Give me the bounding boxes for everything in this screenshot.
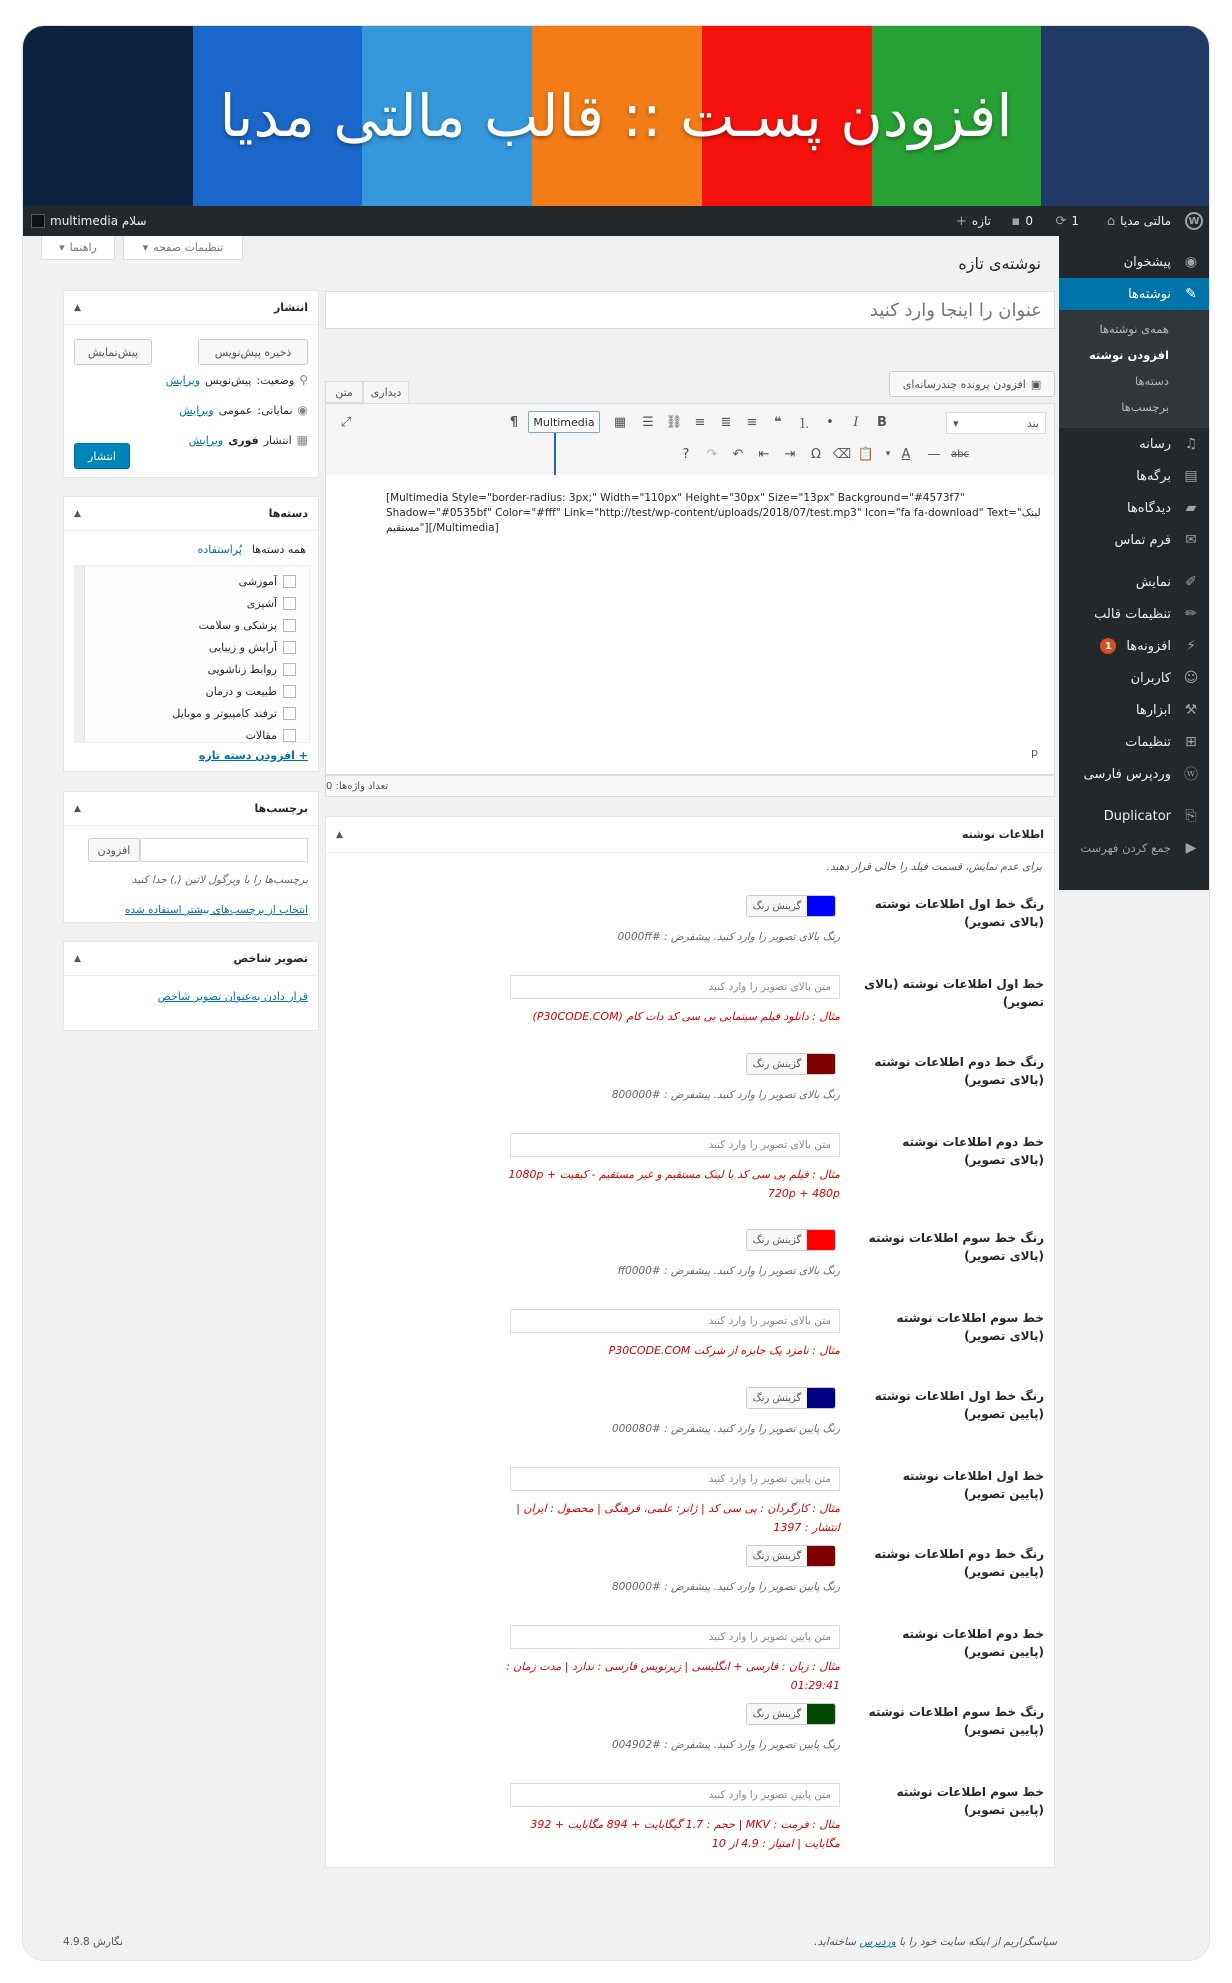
field-label: خط سوم اطلاعات نوشته (بالای تصویر) [896,1311,1044,1343]
post-title-input[interactable]: عنوان را اینجا وارد کنید [325,291,1055,329]
schedule-value: فوری [228,433,259,447]
outdent-icon[interactable]: ⇤ [758,446,770,462]
pages-icon: ▤ [1184,468,1198,484]
menu-label: تنظیمات [1125,734,1171,750]
field-text-input[interactable]: متن بالای تصویر را وارد کنید [510,1309,840,1333]
menu-theme-settings[interactable] [1059,598,1209,630]
menu-settings[interactable] [1059,726,1209,758]
rtl-paragraph-icon[interactable]: ¶ [509,414,519,430]
help-label: راهنما [69,241,97,254]
pin-icon: ⚲ [299,373,308,387]
field-example: مثال : کارگردان : پی سی کد | ژانر: علمی، فرهنگی | محصول : ایران | انتشار : 1397 [516,1502,840,1534]
field-example: مثال : زبان : فارسی + انگلیسی | زیرنویس فارسی : ندارد | مدت زمان : 01:29:41 [505,1660,840,1692]
field-label: رنگ خط سوم اطلاعات نوشته (پایین تصویر) [868,1705,1044,1737]
categories-box [63,496,319,772]
category-checkbox[interactable] [283,641,296,654]
new-label: تازه [971,214,991,228]
schedule-label: انتشار [263,433,292,447]
fullscreen-icon[interactable]: ⤢ [340,414,352,430]
color-picker-label: گزینش رنگ [752,900,802,912]
submenu-tags[interactable]: برچسب‌ها [1121,400,1169,414]
category-checkbox[interactable] [283,619,296,632]
menu-duplicator[interactable] [1059,800,1209,832]
visibility-label: نمایانی: [257,403,293,417]
format-value: بند [1026,416,1039,430]
menu-label: تنظیمات قالب [1094,606,1171,622]
menu-label: وردپرس فارسی [1083,766,1171,782]
menu-label: جمع کردن فهرست [1080,841,1171,855]
strikethrough-icon[interactable]: abc [951,448,969,460]
bullet-list-icon[interactable]: • [826,414,834,430]
category-checkbox[interactable] [283,685,296,698]
color-swatch [807,1230,835,1250]
menu-label: برگه‌ها [1136,468,1171,484]
screen-options-label: تنظیمات صفحه [153,241,224,254]
field-description: رنگ بالای تصویر را وارد کنید. پیشفرض : #ff0000 [617,1265,840,1277]
plugin-icon: ⚡ [1186,638,1196,654]
paste-text-icon[interactable]: 📋 [857,446,875,462]
menu-posts[interactable] [1059,278,1209,310]
color-swatch [807,896,835,916]
wordpress-icon: W [1185,212,1203,230]
editor-status-bar [325,775,1055,797]
categories-box-header[interactable] [64,497,318,531]
wordpress-link[interactable]: وردپرس [859,1936,896,1948]
avatar [31,214,45,228]
field-label: رنگ خط دوم اطلاعات نوشته (بالای تصویر) [874,1055,1044,1087]
post-info-metabox [325,816,1055,1868]
category-item[interactable] [207,663,296,676]
category-checkbox[interactable] [283,575,296,588]
visibility-row [179,403,308,417]
admin-menu [1059,236,1209,890]
tag-input[interactable] [140,838,308,862]
collapse-arrow-icon[interactable]: ▲ [74,508,81,519]
edit-status-link[interactable]: ویرایش [165,373,201,387]
color-picker-label: گزینش رنگ [752,1550,802,1562]
category-label: طبیعت و درمان [205,685,277,698]
site-name: مالتی مدیا [1120,214,1171,228]
comments-menu[interactable] [1012,206,1033,236]
menu-label: ابزارها [1135,702,1171,718]
category-checkbox[interactable] [283,707,296,720]
category-label: مقالات [245,729,277,742]
multimedia-shortcode-button[interactable]: Multimedia [528,411,600,433]
footer-version: نگارش 4.9.8 [63,1936,123,1948]
align-right-icon[interactable]: ≡ [694,414,706,430]
collapse-icon: ▶ [1185,840,1197,856]
field-text-input[interactable]: متن پایین تصویر را وارد کنید [510,1467,840,1491]
category-checkbox[interactable] [283,663,296,676]
comments-count: 0 [1025,214,1033,228]
field-label: رنگ خط اول اطلاعات نوشته (پایین تصویر) [874,1389,1044,1421]
schedule-row [189,433,308,447]
status-row [166,373,308,387]
chevron-down-icon[interactable]: ▾ [885,449,891,459]
color-picker-button[interactable] [746,895,836,917]
status-value: پیش‌نویس [205,373,252,387]
field-example: مثال : دانلود فیلم سینمایی بی سی کد دات کام (P30CODE.COM) [532,1010,840,1023]
field-description: رنگ بالای تصویر را وارد کنید. پیشفرض : #0000ff [617,931,840,943]
publish-box [63,290,319,478]
category-label: آموزشی [238,575,277,588]
toolbar-toggle-icon[interactable]: ▦ [613,414,627,430]
color-picker-button[interactable] [746,1229,836,1251]
account-menu[interactable] [31,206,147,236]
menu-appearance[interactable] [1059,566,1209,598]
color-swatch [807,1704,835,1724]
scrollbar[interactable] [75,566,85,742]
chevron-down-icon: ▾ [953,416,959,430]
screenshot-frame [22,25,1210,1961]
publish-button[interactable]: انتشار [74,443,130,469]
tags-hint: برچسب‌ها را با ویرگول لاتین (,) جدا کنید [131,874,308,886]
category-checkbox[interactable] [283,729,296,742]
category-label: آشپزی [246,597,277,610]
banner-title: افزودن پسـت :: قالب مالتی مدیا [219,82,1013,150]
menu-dashboard[interactable] [1059,246,1209,278]
text-color-icon[interactable]: A [901,446,911,462]
clear-formatting-icon[interactable]: ⌫ [832,446,852,462]
collapse-arrow-icon[interactable]: ▲ [74,953,81,964]
updates-count: 1 [1071,214,1079,228]
duplicator-icon: ⎘ [1185,808,1197,824]
indent-icon[interactable]: ⇥ [784,446,796,462]
category-label: ترفند کامپیوتر و موبایل [172,707,277,720]
chevron-down-icon: ▾ [142,241,149,254]
field-label: رنگ خط اول اطلاعات نوشته (بالای تصویر) [874,897,1044,929]
plugins-update-badge: 1 [1100,638,1116,654]
tab-visual[interactable]: دیداری [363,381,409,403]
color-picker-button[interactable] [746,1545,836,1567]
tab-all-categories[interactable]: همه دسته‌ها [251,543,306,556]
menu-tools[interactable] [1059,694,1209,726]
menu-pages[interactable] [1059,460,1209,492]
publish-title: انتشار [273,301,308,314]
category-item[interactable] [247,597,296,610]
site-name-menu[interactable] [1107,206,1171,236]
status-label: وضعیت: [256,373,295,387]
menu-label: Duplicator [1103,808,1171,824]
submenu-add-new[interactable]: افزودن نوشته [1088,348,1169,362]
field-example: مثال : فرمت : MKV | حجم : 1.7 گیگابایت + 894 مگابایت + 392 مگابایت | امتیاز : 4.9 از 10 [530,1818,840,1850]
menu-label: پیشخوان [1123,254,1171,270]
numbered-list-icon[interactable]: ⒈ [797,416,811,432]
field-text-input[interactable]: متن بالای تصویر را وارد کنید [510,1133,840,1157]
field-label: خط اول اطلاعات نوشته (بالای تصویر) [864,977,1044,1009]
page-title: نوشته‌ی تازه [958,254,1041,273]
posts-submenu [1059,310,1209,428]
element-path: p [1031,746,1038,759]
tags-box [63,791,319,923]
field-text-input[interactable]: متن پایین تصویر را وارد کنید [510,1625,840,1649]
menu-wp-farsi[interactable] [1059,758,1209,790]
blockquote-icon[interactable]: ❝ [774,414,782,430]
color-swatch [807,1388,835,1408]
screen-options-button[interactable] [123,236,243,260]
wordpress-icon: ⓦ [1184,767,1198,783]
pencil-icon: ✏ [1185,606,1197,622]
editor-toolbar [325,403,1055,475]
field-text-input[interactable]: متن پایین تصویر را وارد کنید [510,1783,840,1807]
color-picker-button[interactable] [746,1703,836,1725]
menu-label: کاربران [1130,670,1171,686]
comments-icon: ▰ [1185,500,1197,516]
align-left-icon[interactable]: ≡ [746,414,758,430]
collapse-menu[interactable] [1059,832,1209,864]
post-info-note: برای عدم نمایش، قسمت فیلد را خالی قرار دهید. [826,861,1042,873]
help-button[interactable] [41,236,115,260]
collapse-arrow-icon[interactable]: ▲ [74,302,81,313]
tags-box-header[interactable] [64,792,318,826]
color-picker-label: گزینش رنگ [752,1058,802,1070]
pin-icon: ✎ [1185,286,1197,302]
category-item[interactable] [246,729,296,742]
visibility-value: عمومی [218,403,253,417]
field-text-input[interactable]: متن بالای تصویر را وارد کنید [510,975,840,999]
special-character-icon[interactable]: Ω [811,446,821,462]
menu-label: افزونه‌ها [1126,638,1171,654]
color-swatch [807,1546,835,1566]
help-icon[interactable]: ? [682,446,690,462]
add-tag-button[interactable]: افزودن [88,838,140,862]
menu-media[interactable] [1059,428,1209,460]
new-content-menu[interactable] [956,206,991,236]
field-description: رنگ پایین تصویر را وارد کنید. پیشفرض : #000080 [611,1423,840,1435]
collapse-arrow-icon[interactable]: ▲ [336,829,343,840]
plus-icon: + [956,213,967,229]
color-picker-label: گزینش رنگ [752,1392,802,1404]
media-icon: ▣ [1030,377,1042,391]
featured-image-header[interactable] [64,942,318,976]
color-picker-label: گزینش رنگ [752,1708,802,1720]
field-description: رنگ پایین تصویر را وارد کنید. پیشفرض : #800000 [611,1581,840,1593]
wp-logo-menu[interactable] [1185,206,1203,236]
submenu-all-posts[interactable]: همه‌ی نوشته‌ها [1099,322,1169,336]
category-item[interactable] [239,575,296,588]
editor-content-area[interactable] [325,475,1055,775]
featured-image-box [63,941,319,1031]
category-checkbox[interactable] [283,597,296,610]
settings-icon: ⊞ [1185,734,1197,750]
field-label: رنگ خط سوم اطلاعات نوشته (بالای تصویر) [868,1231,1044,1263]
footer-thanks-text: سپاسگزاریم از اینکه سایت خود را با [899,1936,1057,1948]
brush-icon: ✐ [1185,574,1197,590]
tab-most-used[interactable]: پُراستفاده [197,543,242,556]
category-item[interactable] [172,707,296,720]
footer-thanks-end: ساخته‌اید. [814,1936,857,1948]
collapse-arrow-icon[interactable]: ▲ [74,803,81,814]
dashboard-icon: ◉ [1184,254,1198,270]
field-label: خط دوم اطلاعات نوشته (پایین تصویر) [902,1627,1044,1659]
category-label: آرایش و زیبایی [208,641,277,654]
user-icon: ☺ [1183,670,1199,686]
field-example: مثال : نامزد یک جایزه از شرکت P30CODE.COM [608,1344,840,1357]
format-select[interactable] [946,412,1046,434]
align-center-icon[interactable]: ≣ [720,414,732,430]
post-info-header[interactable] [326,817,1054,853]
read-more-icon[interactable]: ☰ [642,414,654,430]
preview-button[interactable]: پیش‌نمایش [74,339,152,365]
save-draft-button[interactable]: ذخیره پیش‌نویس [198,339,308,365]
field-description: رنگ بالای تصویر را وارد کنید. پیشفرض : #800000 [611,1089,840,1101]
featured-image-title: تصویر شاخص [233,952,308,965]
menu-label: فرم تماس [1114,532,1171,548]
menu-label: نمایش [1135,574,1171,590]
field-label: خط دوم اطلاعات نوشته (بالای تصویر) [902,1135,1044,1167]
italic-icon[interactable]: I [853,414,859,430]
home-icon: ⌂ [1106,213,1116,229]
color-picker-button[interactable] [746,1387,836,1409]
choose-tags-link[interactable]: انتخاب از برچسب‌های بیشتر استفاده شده [124,904,308,916]
add-media-label: افزودن پرونده چندرسانه‌ای [902,377,1026,391]
tab-text[interactable]: متن [325,381,363,403]
menu-label: دیدگاه‌ها [1126,500,1171,516]
media-icon: ♫ [1184,436,1198,452]
admin-bar [23,206,1210,236]
edit-schedule-link[interactable]: ویرایش [188,433,224,447]
mail-icon: ✉ [1185,532,1197,548]
chevron-down-icon: ▾ [59,241,65,254]
edit-visibility-link[interactable]: ویرایش [179,403,214,417]
category-tabs [198,543,306,556]
field-label: خط سوم اطلاعات نوشته (پایین تصویر) [896,1785,1044,1817]
comment-icon: ▪ [1011,213,1021,229]
redo-icon[interactable]: ↷ [706,446,718,462]
category-label: پزشکی و سلامت [198,619,277,632]
field-label: خط اول اطلاعات نوشته (پایین تصویر) [902,1469,1044,1501]
categories-title: دسته‌ها [268,507,308,520]
field-example: مثال : فیلم پی سی کد با لینک مستقیم و غیر مستقیم - کیفیت 1080p + 720p + 480p [508,1168,840,1200]
submenu-categories[interactable]: دسته‌ها [1135,374,1169,388]
set-featured-image-link[interactable]: قرار دادن به‌عنوان تصویر شاخص [157,990,308,1003]
updates-menu[interactable] [1055,206,1079,236]
tags-title: برچسب‌ها [254,802,308,815]
footer-thanks [723,1936,1057,1948]
category-item[interactable] [209,641,296,654]
horizontal-line-icon[interactable]: — [927,446,941,462]
menu-users[interactable] [1059,662,1209,694]
bold-icon[interactable]: B [877,414,887,430]
field-description: رنگ پایین تصویر را وارد کنید. پیشفرض : #004902 [611,1739,840,1751]
eye-icon: ◉ [297,403,308,417]
menu-comments[interactable] [1059,492,1209,524]
post-info-title: اطلاعات نوشته [961,828,1044,841]
category-label: روابط زناشویی [207,663,277,676]
greeting: سلام multimedia [50,214,147,228]
color-picker-label: گزینش رنگ [752,1234,802,1246]
category-item[interactable] [206,685,296,698]
publish-box-header[interactable] [64,291,318,325]
post-editor [325,377,1055,797]
updates-icon: ⟳ [1055,213,1067,229]
color-swatch [807,1054,835,1074]
color-picker-button[interactable] [746,1053,836,1075]
add-new-category-link[interactable]: + افزودن دسته تازه [198,749,308,762]
field-label: رنگ خط دوم اطلاعات نوشته (پایین تصویر) [874,1547,1044,1579]
editor-content-text: [Multimedia Style="border-radius: 3px;" Width="110px" Height="30px" Size="13px" Background="#4573f7" Shadow="#0535bf" Color="#fff" Link="http://test/wp-content/uploads/2018/07/test.mp3" Icon="fa fa-download" Text="لینک مستقیم"][/Multimedia] [386,492,1041,534]
menu-plugins[interactable] [1059,630,1209,662]
add-media-button[interactable] [889,371,1055,397]
category-item[interactable] [199,619,296,632]
menu-label: نوشته‌ها [1128,286,1171,302]
undo-icon[interactable]: ↶ [732,446,744,462]
word-count: تعداد واژه‌ها: 0 [326,780,389,792]
link-icon[interactable]: ⛓ [665,414,683,430]
menu-label: رسانه [1139,436,1171,452]
menu-contact[interactable] [1059,524,1209,556]
calendar-icon: ▦ [296,433,308,447]
wrench-icon: ⚒ [1184,702,1198,718]
